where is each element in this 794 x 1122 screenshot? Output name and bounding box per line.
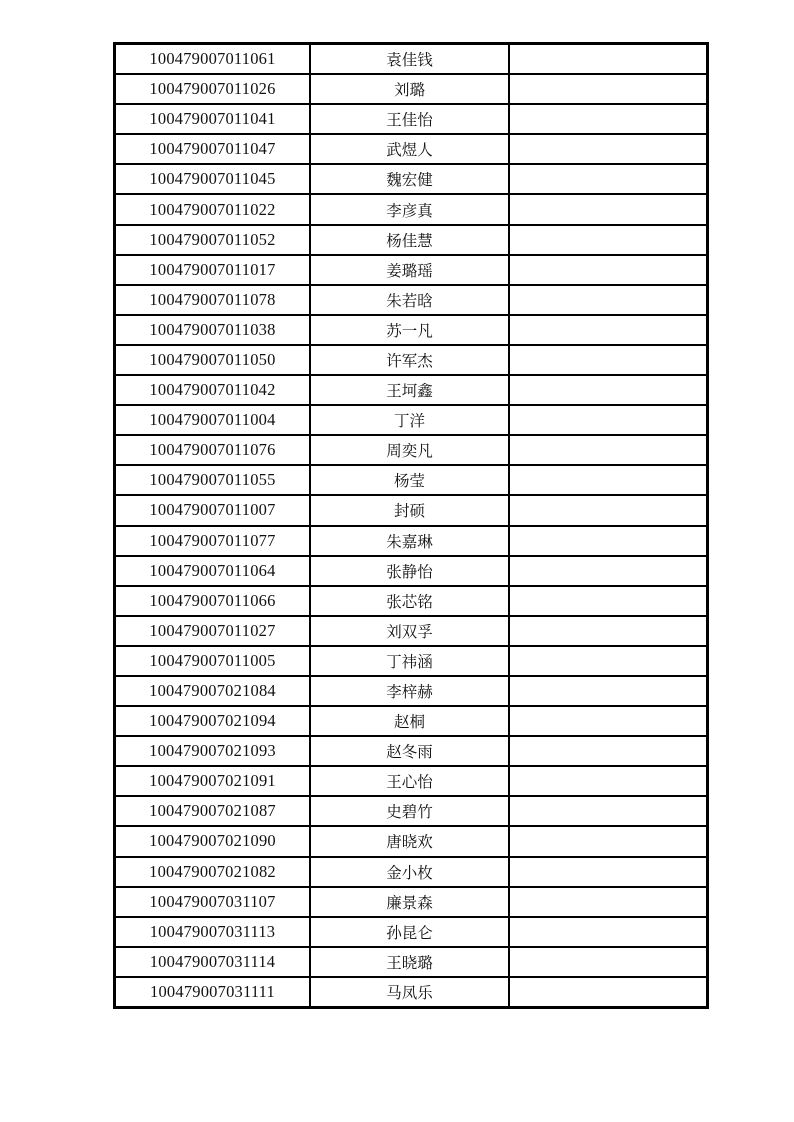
empty-cell	[509, 676, 708, 706]
empty-cell	[509, 405, 708, 435]
empty-cell	[509, 345, 708, 375]
empty-cell	[509, 435, 708, 465]
student-name-cell: 王心怡	[310, 766, 509, 796]
student-name-cell: 马凤乐	[310, 977, 509, 1008]
student-name-cell: 周奕凡	[310, 435, 509, 465]
student-id-cell: 100479007011005	[115, 646, 311, 676]
student-id-cell: 100479007011066	[115, 586, 311, 616]
table-row	[115, 345, 708, 375]
table-row	[115, 947, 708, 977]
table-row	[115, 676, 708, 706]
student-id-cell: 100479007011017	[115, 255, 311, 285]
student-id-cell: 100479007021087	[115, 796, 311, 826]
student-id-cell: 100479007031111	[115, 977, 311, 1008]
table-row	[115, 315, 708, 345]
empty-cell	[509, 285, 708, 315]
student-id-cell: 100479007011027	[115, 616, 311, 646]
student-id-cell: 100479007011052	[115, 225, 311, 255]
empty-cell	[509, 194, 708, 224]
empty-cell	[509, 977, 708, 1008]
empty-cell	[509, 526, 708, 556]
student-name-cell: 赵桐	[310, 706, 509, 736]
empty-cell	[509, 44, 708, 75]
student-name-cell: 袁佳钱	[310, 44, 509, 75]
student-name-cell: 刘双孚	[310, 616, 509, 646]
student-name-cell: 王佳怡	[310, 104, 509, 134]
table-row	[115, 44, 708, 75]
table-row	[115, 826, 708, 856]
table-row	[115, 526, 708, 556]
student-name-cell: 许军杰	[310, 345, 509, 375]
empty-cell	[509, 887, 708, 917]
empty-cell	[509, 104, 708, 134]
student-id-cell: 100479007031114	[115, 947, 311, 977]
table-row	[115, 736, 708, 766]
table-row	[115, 104, 708, 134]
student-name-cell: 刘璐	[310, 74, 509, 104]
student-id-cell: 100479007021084	[115, 676, 311, 706]
student-id-cell: 100479007011064	[115, 556, 311, 586]
student-name-cell: 杨莹	[310, 465, 509, 495]
student-name-cell: 丁洋	[310, 405, 509, 435]
empty-cell	[509, 134, 708, 164]
student-name-cell: 史碧竹	[310, 796, 509, 826]
table-row	[115, 857, 708, 887]
student-id-cell: 100479007011078	[115, 285, 311, 315]
student-id-cell: 100479007011026	[115, 74, 311, 104]
student-id-cell: 100479007011047	[115, 134, 311, 164]
student-id-cell: 100479007031107	[115, 887, 311, 917]
table-row	[115, 917, 708, 947]
student-id-cell: 100479007011022	[115, 194, 311, 224]
student-name-cell: 魏宏健	[310, 164, 509, 194]
table-row	[115, 255, 708, 285]
student-name-cell: 武煜人	[310, 134, 509, 164]
table-row	[115, 375, 708, 405]
student-id-cell: 100479007011076	[115, 435, 311, 465]
empty-cell	[509, 315, 708, 345]
student-name-cell: 廉景森	[310, 887, 509, 917]
student-id-cell: 100479007031113	[115, 917, 311, 947]
student-id-cell: 100479007011055	[115, 465, 311, 495]
student-id-cell: 100479007011077	[115, 526, 311, 556]
student-id-cell: 100479007021090	[115, 826, 311, 856]
empty-cell	[509, 586, 708, 616]
table-row	[115, 646, 708, 676]
student-id-cell: 100479007011042	[115, 375, 311, 405]
student-id-cell: 100479007021094	[115, 706, 311, 736]
empty-cell	[509, 826, 708, 856]
student-name-cell: 李彦真	[310, 194, 509, 224]
student-name-cell: 张芯铭	[310, 586, 509, 616]
table-row	[115, 887, 708, 917]
student-name-cell: 金小枚	[310, 857, 509, 887]
empty-cell	[509, 917, 708, 947]
table-row	[115, 74, 708, 104]
student-id-cell: 100479007011050	[115, 345, 311, 375]
empty-cell	[509, 947, 708, 977]
student-roster-table	[113, 42, 709, 1009]
empty-cell	[509, 766, 708, 796]
student-id-cell: 100479007011007	[115, 495, 311, 525]
student-id-cell: 100479007021093	[115, 736, 311, 766]
table-row	[115, 465, 708, 495]
empty-cell	[509, 556, 708, 586]
table-row	[115, 556, 708, 586]
student-name-cell: 杨佳慧	[310, 225, 509, 255]
empty-cell	[509, 375, 708, 405]
empty-cell	[509, 495, 708, 525]
student-name-cell: 朱嘉琳	[310, 526, 509, 556]
roster-table-body	[115, 44, 708, 1008]
student-id-cell: 100479007011045	[115, 164, 311, 194]
empty-cell	[509, 225, 708, 255]
student-id-cell: 100479007011038	[115, 315, 311, 345]
empty-cell	[509, 736, 708, 766]
table-row	[115, 796, 708, 826]
table-row	[115, 977, 708, 1008]
student-name-cell: 孙昆仑	[310, 917, 509, 947]
student-name-cell: 姜璐瑶	[310, 255, 509, 285]
student-name-cell: 朱若晗	[310, 285, 509, 315]
student-name-cell: 丁祎涵	[310, 646, 509, 676]
student-name-cell: 王晓璐	[310, 947, 509, 977]
empty-cell	[509, 164, 708, 194]
table-row	[115, 435, 708, 465]
empty-cell	[509, 646, 708, 676]
empty-cell	[509, 255, 708, 285]
student-id-cell: 100479007011004	[115, 405, 311, 435]
table-row	[115, 616, 708, 646]
table-row	[115, 495, 708, 525]
empty-cell	[509, 857, 708, 887]
student-name-cell: 张静怡	[310, 556, 509, 586]
empty-cell	[509, 796, 708, 826]
student-name-cell: 唐晓欢	[310, 826, 509, 856]
table-row	[115, 134, 708, 164]
student-id-cell: 100479007011061	[115, 44, 311, 75]
table-row	[115, 285, 708, 315]
student-id-cell: 100479007021082	[115, 857, 311, 887]
empty-cell	[509, 465, 708, 495]
table-row	[115, 225, 708, 255]
table-row	[115, 194, 708, 224]
table-row	[115, 405, 708, 435]
table-row	[115, 164, 708, 194]
student-id-cell: 100479007021091	[115, 766, 311, 796]
empty-cell	[509, 74, 708, 104]
empty-cell	[509, 706, 708, 736]
student-id-cell: 100479007011041	[115, 104, 311, 134]
student-name-cell: 王坷鑫	[310, 375, 509, 405]
table-row	[115, 766, 708, 796]
table-row	[115, 586, 708, 616]
student-name-cell: 李梓赫	[310, 676, 509, 706]
table-row	[115, 706, 708, 736]
student-name-cell: 封硕	[310, 495, 509, 525]
student-name-cell: 赵冬雨	[310, 736, 509, 766]
student-name-cell: 苏一凡	[310, 315, 509, 345]
empty-cell	[509, 616, 708, 646]
